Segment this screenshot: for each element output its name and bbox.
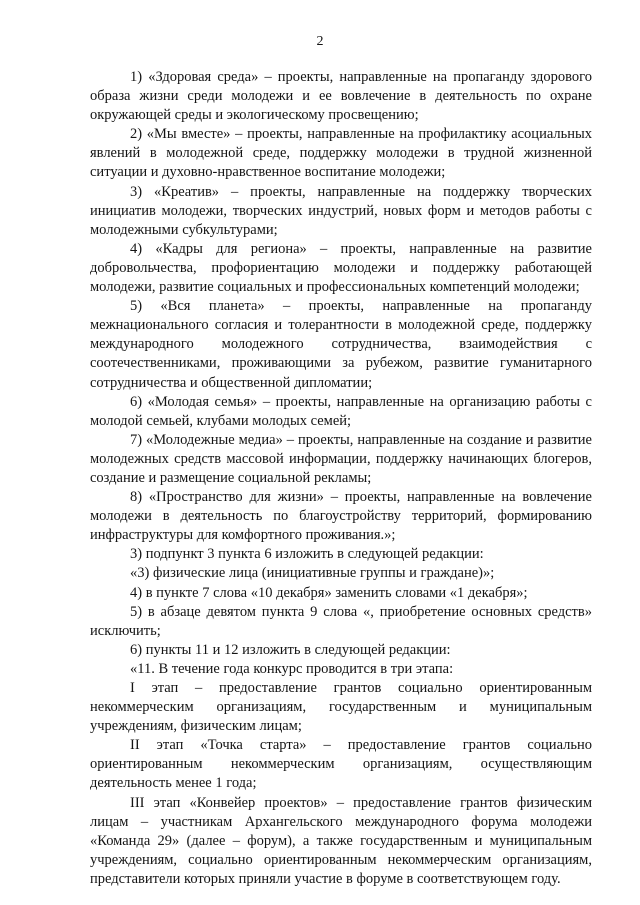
- page-number: 2: [316, 34, 324, 49]
- paragraph-amendment-3-text: «3) физические лица (инициативные группы и граждане)»;: [130, 565, 495, 582]
- paragraph-amendment-6: 6) пункты 11 и 12 изложить в следующей редакции:: [130, 641, 451, 658]
- paragraph-stage-3: III этап «Конвейер проектов» – предоставление грантов физическим лицам – участникам Архангельского международного форума молодежи «Команда 29» (далее – форум), а также государственным и муниципальным учреждениям, социально ориентированным некоммерческим организациям, представители которых приняли участие в форуме в соответствующем году.: [90, 794, 592, 887]
- paragraph-point-11: «11. В течение года конкурс проводится в три этапа:: [130, 660, 454, 677]
- paragraph-amendment-5: 5) в абзаце девятом пункта 9 слова «, приобретение основных средств» исключить;: [90, 603, 592, 639]
- paragraph-item-8-prostranstvo: 8) «Пространство для жизни» – проекты, направленные на вовлечение молодежи в деятельность по благоустройству территорий, формированию инфраструктуры для комфортного проживания.»;: [90, 489, 592, 544]
- paragraph-stage-1: I этап – предоставление грантов социально ориентированным некоммерческим организациям, государственным и муниципальным учреждениям, физическим лицам;: [90, 680, 592, 735]
- paragraph-item-3-kreativ: 3) «Креатив» – проекты, направленные на поддержку творческих инициатив молодежи, творческих индустрий, новых форм и методов работы с молодежными субкультурами;: [90, 183, 592, 238]
- paragraph-stage-2: II этап «Точка старта» – предоставление грантов социально ориентированным некоммерческим организациям, осуществляющим деятельность менее 1 года;: [90, 737, 592, 792]
- paragraph-item-5-vsya-planeta: 5) «Вся планета» – проекты, направленные на пропаганду межнационального согласия и толерантности в молодежной среде, поддержку международного молодежного сотрудничества, взаимодействия с соотечественниками, проживающими за рубежом, развитие гуманитарного сотрудничества и общественной дипломатии;: [90, 298, 592, 391]
- paragraph-item-2-my-vmeste: 2) «Мы вместе» – проекты, направленные на профилактику асоциальных явлений в молодежной среде, поддержку молодежи в трудной жизненной ситуации и духовно-нравственное воспитание молодежи;: [90, 126, 592, 181]
- paragraph-amendment-3: 3) подпункт 3 пункта 6 изложить в следующей редакции:: [130, 546, 484, 563]
- document-body: [90, 68, 592, 889]
- paragraph-item-4-kadry: 4) «Кадры для региона» – проекты, направленные на развитие добровольчества, профориентацию молодежи и поддержку работающей молодежи, развитие социальных и профессиональных компетенций молодежи;: [90, 240, 592, 296]
- paragraph-item-1-zdorovaya-sreda: 1) «Здоровая среда» – проекты, направленные на пропаганду здорового образа жизни среди молодежи и ее вовлечение в деятельность по охране окружающей среды и экологическому просвещению;: [90, 69, 592, 124]
- paragraph-item-7-media: 7) «Молодежные медиа» – проекты, направленные на создание и развитие молодежных средств массовой информации, поддержку начинающих блогеров, создание и размещение социальной рекламы;: [90, 431, 592, 486]
- paragraph-item-6-molodaya-semya: 6) «Молодая семья» – проекты, направленные на организацию работы с молодой семьей, клубами молодых семей;: [90, 393, 592, 429]
- paragraph-amendment-4: 4) в пункте 7 слова «10 декабря» заменить словами «1 декабря»;: [130, 584, 528, 601]
